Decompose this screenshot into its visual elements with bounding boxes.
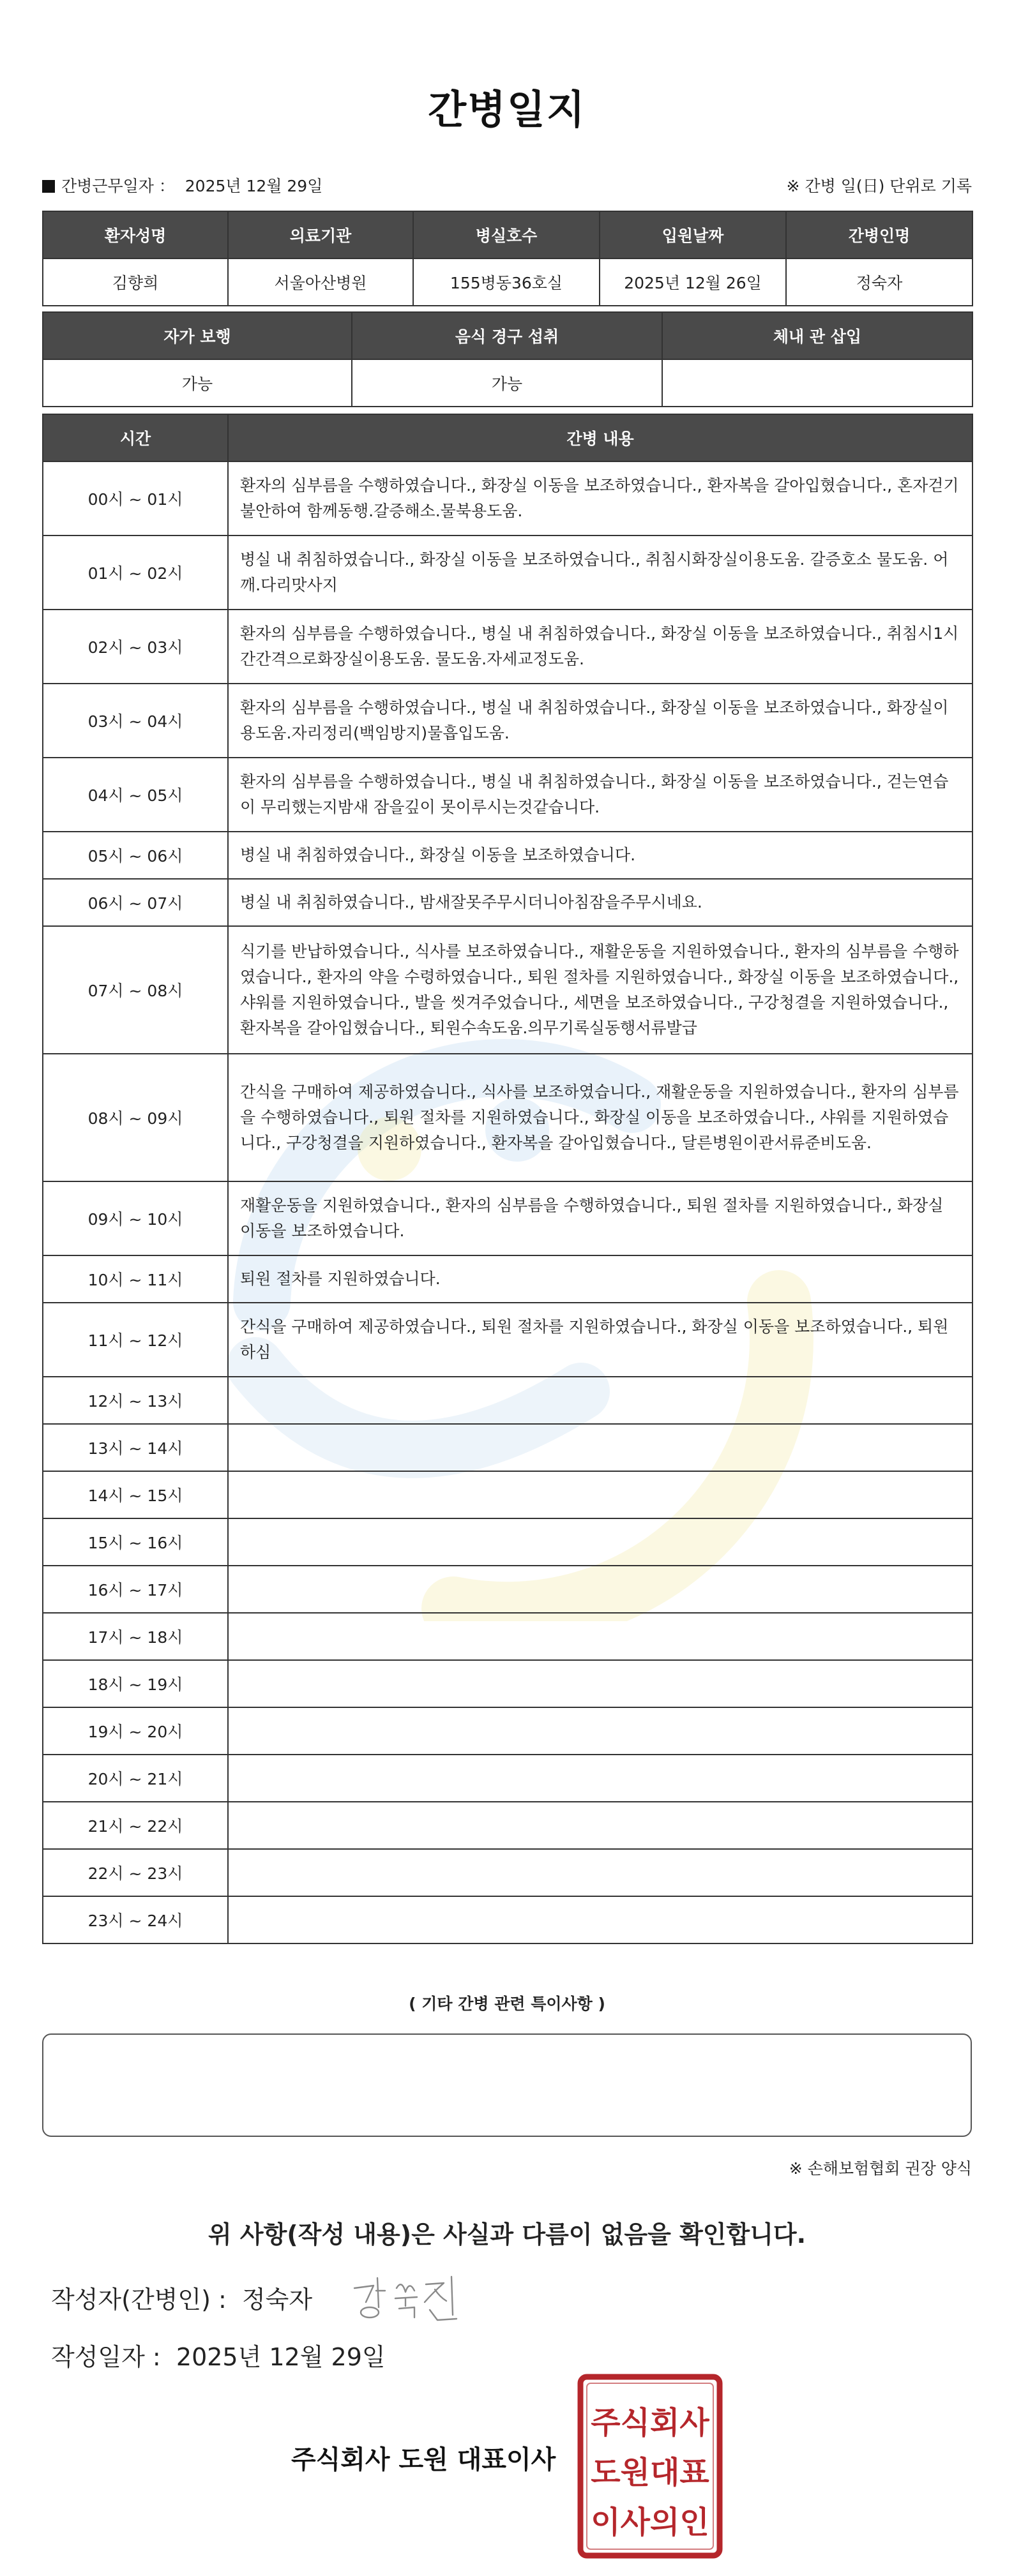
care-log-table — [42, 414, 973, 1944]
log-content — [228, 1377, 972, 1424]
log-row — [43, 832, 972, 879]
confirm-statement: 위 사항(작성 내용)은 사실과 다름이 없음을 확인합니다. — [208, 2220, 806, 2249]
log-content: 병실 내 취침하였습니다., 화장실 이동을 보조하였습니다., 취침시화장실이용도움. 갈증호소 물도움. 어깨.다리맛사지 — [228, 535, 972, 610]
log-row — [43, 1255, 972, 1303]
log-content — [228, 1613, 972, 1660]
log-content: 간식을 구매하여 제공하였습니다., 퇴원 절차를 지원하였습니다., 화장실 이동을 보조하였습니다., 퇴원하심 — [228, 1303, 972, 1377]
work-date-value: 2025년 12월 29일 — [185, 177, 323, 195]
log-content: 병실 내 취침하였습니다., 화장실 이동을 보조하였습니다. — [228, 832, 972, 879]
log-content: 식기를 반납하였습니다., 식사를 보조하였습니다., 재활운동을 지원하였습니다., 환자의 심부름을 수행하였습니다., 환자의 약을 수령하였습니다., 퇴원 절차를 지원하였습니다., 화장실 이동을 보조하였습니다., 샤워를 지원하였습니다., 발을 씻겨주었습니다., 세면을 보조하였습니다., 구강청결을 지원하였습니다., 환자복을 갈아입혔습니다., 퇴원수속도움.의무기록실동행서류발급 — [228, 926, 972, 1054]
header-tube-insertion: 체내 관 삽입 — [662, 312, 972, 359]
log-time: 12시 ~ 13시 — [43, 1377, 228, 1424]
log-row — [43, 1613, 972, 1660]
log-time: 13시 ~ 14시 — [43, 1424, 228, 1471]
log-row — [43, 758, 972, 832]
header-care-content: 간병 내용 — [228, 414, 972, 461]
log-time: 02시 ~ 03시 — [43, 610, 228, 684]
log-time: 04시 ~ 05시 — [43, 758, 228, 832]
log-time: 17시 ~ 18시 — [43, 1613, 228, 1660]
admission-date: 2025년 12월 26일 — [600, 258, 786, 306]
log-time: 19시 ~ 20시 — [43, 1707, 228, 1755]
header-oral-intake: 음식 경구 섭취 — [352, 312, 662, 359]
log-content: 퇴원 절차를 지원하였습니다. — [228, 1255, 972, 1303]
seal-line-2: 도원대표 — [591, 2455, 709, 2490]
log-row — [43, 1054, 972, 1181]
log-content: 환자의 심부름을 수행하였습니다., 화장실 이동을 보조하였습니다., 환자복을 갈아입혔습니다., 혼자걷기불안하여 함께동행.갈증해소.물북용도움. — [228, 461, 972, 535]
patient-name: 김향희 — [43, 258, 228, 306]
log-content: 간식을 구매하여 제공하였습니다., 식사를 보조하였습니다., 재활운동을 지원하였습니다., 환자의 심부름을 수행하였습니다., 퇴원 절차를 지원하였습니다., 화장실 이동을 보조하였습니다., 샤워를 지원하였습니다., 구강청결을 지원하였습니다., 환자복을 갈아입혔습니다., 달른병원이관서류준비도움. — [228, 1054, 972, 1181]
log-content — [228, 1849, 972, 1896]
log-time: 08시 ~ 09시 — [43, 1054, 228, 1181]
log-time: 21시 ~ 22시 — [43, 1802, 228, 1849]
log-time: 09시 ~ 10시 — [43, 1181, 228, 1255]
log-content: 병실 내 취침하였습니다., 밤새잘못주무시더니아침잠을주무시네요. — [228, 879, 972, 926]
log-content: 환자의 심부름을 수행하였습니다., 병실 내 취침하였습니다., 화장실 이동을 보조하였습니다., 취침시1시간간격으로화장실이용도움. 물도움.자세교정도움. — [228, 610, 972, 684]
log-time: 00시 ~ 01시 — [43, 461, 228, 535]
log-time: 06시 ~ 07시 — [43, 879, 228, 926]
page-title: 간병일지 — [428, 86, 586, 133]
header-caregiver-name: 간병인명 — [786, 211, 972, 258]
log-row — [43, 1471, 972, 1518]
log-content — [228, 1566, 972, 1613]
log-time: 15시 ~ 16시 — [43, 1518, 228, 1566]
log-row — [43, 1802, 972, 1849]
log-time: 03시 ~ 04시 — [43, 684, 228, 758]
log-time: 10시 ~ 11시 — [43, 1255, 228, 1303]
log-row — [43, 610, 972, 684]
work-date — [42, 174, 322, 197]
log-row — [43, 1518, 972, 1566]
log-time: 14시 ~ 15시 — [43, 1471, 228, 1518]
header-time: 시간 — [43, 414, 228, 461]
log-row — [43, 1755, 972, 1802]
log-content — [228, 1802, 972, 1849]
log-row — [43, 1377, 972, 1424]
patient-status-table — [42, 311, 973, 407]
log-row — [43, 535, 972, 610]
log-time: 22시 ~ 23시 — [43, 1849, 228, 1896]
log-row — [43, 1424, 972, 1471]
room-number: 155병동36호실 — [413, 258, 600, 306]
log-row — [43, 1181, 972, 1255]
log-row — [43, 1566, 972, 1613]
log-time: 11시 ~ 12시 — [43, 1303, 228, 1377]
log-row — [43, 1660, 972, 1707]
caregiver-name: 정숙자 — [786, 258, 972, 306]
seal-line-1: 주식회사 — [591, 2405, 709, 2441]
written-date-label: 작성일자 : — [51, 2343, 161, 2371]
log-row — [43, 1707, 972, 1755]
patient-info-table — [42, 211, 973, 306]
log-row — [43, 461, 972, 535]
signer-row — [51, 2280, 312, 2315]
log-row — [43, 1849, 972, 1896]
self-walking-value: 가능 — [43, 359, 352, 407]
handwritten-signature — [348, 2269, 476, 2326]
work-date-label: 간병근무일자 ： — [61, 177, 175, 195]
company-name: 주식회사 도원 대표이사 — [291, 2445, 556, 2475]
company-seal-stamp — [577, 2373, 723, 2559]
meta-row — [42, 174, 972, 199]
recommend-note: ※ 손해보험협회 권장 양식 — [789, 2159, 972, 2178]
header-admission-date: 입원날짜 — [600, 211, 786, 258]
log-content — [228, 1896, 972, 1943]
log-row — [43, 879, 972, 926]
written-date-row — [51, 2337, 386, 2372]
log-content — [228, 1660, 972, 1707]
remarks-box — [42, 2033, 972, 2137]
log-time: 20시 ~ 21시 — [43, 1755, 228, 1802]
square-bullet-icon — [42, 180, 55, 193]
tube-insertion-value — [662, 359, 972, 407]
log-row — [43, 1303, 972, 1377]
hospital-name: 서울아산병원 — [228, 258, 413, 306]
unit-note: ※ 간병 일(日) 단위로 기록 — [786, 177, 972, 195]
log-content: 재활운동을 지원하였습니다., 환자의 심부름을 수행하였습니다., 퇴원 절차를 지원하였습니다., 화장실 이동을 보조하였습니다. — [228, 1181, 972, 1255]
seal-line-3: 이사의인 — [591, 2505, 709, 2540]
log-time: 23시 ~ 24시 — [43, 1896, 228, 1943]
log-row — [43, 1896, 972, 1943]
log-time: 16시 ~ 17시 — [43, 1566, 228, 1613]
header-patient-name: 환자성명 — [43, 211, 228, 258]
log-content: 환자의 심부름을 수행하였습니다., 병실 내 취침하였습니다., 화장실 이동을 보조하였습니다., 걷는연습이 무리했는지밤새 잠을깊이 못이루시는것같습니다. — [228, 758, 972, 832]
written-date-value: 2025년 12월 29일 — [176, 2343, 386, 2371]
header-self-walking: 자가 보행 — [43, 312, 352, 359]
log-row — [43, 926, 972, 1054]
log-content: 환자의 심부름을 수행하였습니다., 병실 내 취침하였습니다., 화장실 이동을 보조하였습니다., 화장실이용도움.자리정리(백임방지)물흡입도움. — [228, 684, 972, 758]
header-room: 병실호수 — [413, 211, 600, 258]
log-content — [228, 1518, 972, 1566]
log-content — [228, 1424, 972, 1471]
log-time: 05시 ~ 06시 — [43, 832, 228, 879]
log-content — [228, 1755, 972, 1802]
log-time: 07시 ~ 08시 — [43, 926, 228, 1054]
header-hospital: 의료기관 — [228, 211, 413, 258]
remarks-title: ( 기타 간병 관련 특이사항 ) — [409, 1995, 605, 2013]
log-time: 01시 ~ 02시 — [43, 535, 228, 610]
oral-intake-value: 가능 — [352, 359, 662, 407]
log-row — [43, 684, 972, 758]
signer-name: 정숙자 — [241, 2286, 313, 2314]
signer-label: 작성자(간병인) : — [51, 2286, 227, 2314]
log-content — [228, 1707, 972, 1755]
log-content — [228, 1471, 972, 1518]
log-time: 18시 ~ 19시 — [43, 1660, 228, 1707]
